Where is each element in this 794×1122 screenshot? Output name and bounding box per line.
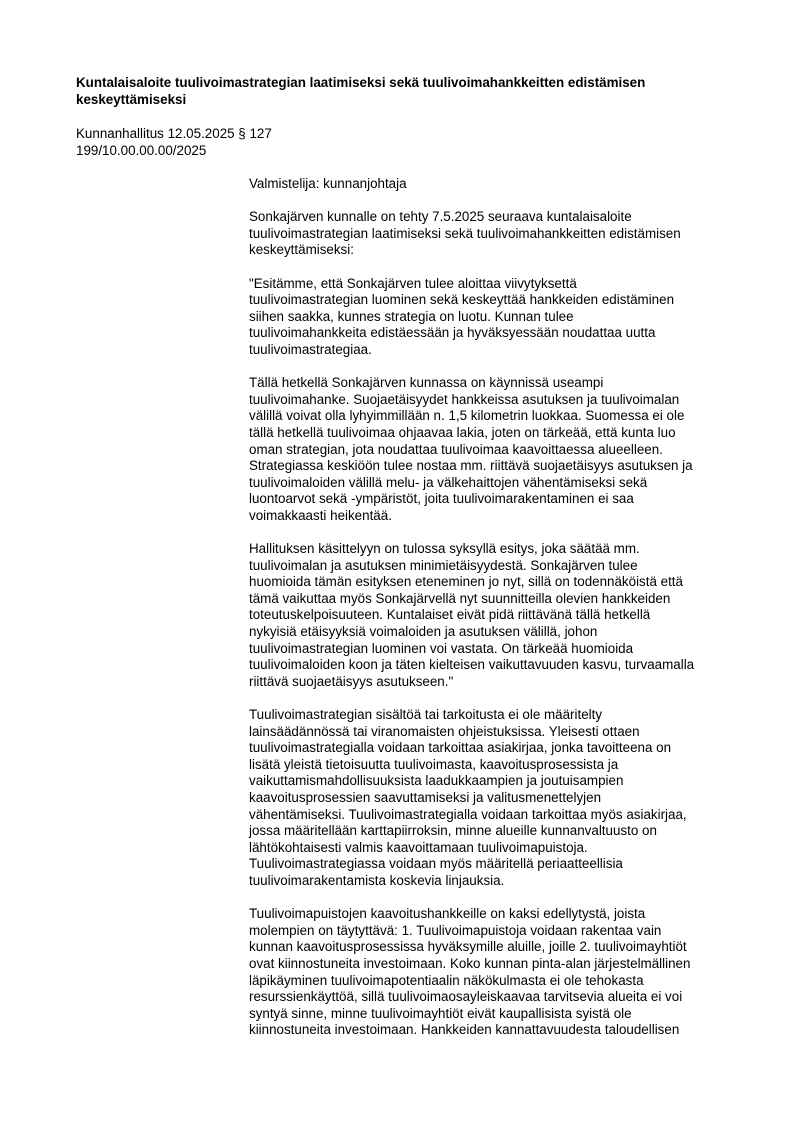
body-paragraph: Hallituksen käsittelyyn on tulossa syksyllä esitys, joka säätää mm. tuulivoimalan ja asutuksen minimietäisyydestä. Sonkajärven tulee huomioida tämän esityksen eteneminen jo nyt, sillä on todennäköistä että tämä vaikuttaa myös Sonkajärvellä nyt suunnitteilla olevien hankkeiden toteutuskelpoisuuteen. Kuntalaiset eivät pidä riittävänä tällä hetkellä nykyisiä etäisyyksiä voimaloiden ja asutuksen välillä, johon tuulivoimastrategian luominen voi vastata. On tärkeää huomioida tuulivoimaloiden koon ja täten kielteisen vaikuttavuuden kasvu, turvaamalla riittävä suojaetäisyys asutukseen."	[249, 541, 695, 689]
meeting-info	[76, 126, 476, 159]
body-paragraph: "Esitämme, että Sonkajärven tulee aloittaa viivytyksettä tuulivoimastrategian luominen sekä keskeyttää hankkeiden edistäminen siihen saakka, kunnes strategia on luotu. Kunnan tulee tuulivoimahankkeita edistäessään ja hyväksyessään noudattaa uutta tuulivoimastrategiaa.	[249, 275, 675, 357]
meeting-reference: Kunnanhallitus 12.05.2025 § 127	[76, 126, 272, 141]
record-number: 199/10.00.00.00/2025	[76, 142, 207, 158]
body-paragraph: Tällä hetkellä Sonkajärven kunnassa on käynnissä useampi tuulivoimahanke. Suojaetäisyydet hankkeissa asutuksen ja tuulivoimalan välillä voivat olla lyhyimmillään n. 1,5 kilometrin luokkaa. Suomessa ei ole tällä hetkellä tuulivoimaa ohjaavaa lakia, joten on tärkeää, että kunta luo oman strategian, jota noudattaa tuulivoimaa kaavoittaessa alueelleen. Strategiassa keskiöön tulee nostaa mm. riittävä suojaetäisyys asutuksen ja tuulivoimaloiden välillä melu- ja välkehaittojen vähentämiseksi sekä luontoarvot sekä -ympäristöt, joita tuulivoimarakentaminen ei saa voimakkaasti heikentää.	[249, 375, 693, 523]
document-body	[249, 176, 744, 1055]
body-paragraph: Tuulivoimapuistojen kaavoitushankkeille on kaksi edellytystä, joista molempien on täytyttävä: 1. Tuulivoimapuistoja voidaan rakentaa vain kunnan kaavoitusprosessissa hyväksymille aluille, joille 2. tuulivoimayhtiöt ovat kiinnostuneita investoimaan. Koko kunnan pinta-alan järjestelmällinen läpikäyminen tuulivoimapotentiaalin näkökulmasta ei ole tehokasta resurssienkäyttöä, sillä tuulivoimaosayleiskaavaa tarvitsevia alueita ei voi syntyä sinne, minne tuulivoimayhtiöt eivät kaupallisista syistä ole kiinnostuneita investoimaan. Hankkeiden kannattavuudesta taloudellisen	[249, 906, 691, 1038]
document-title: Kuntalaisaloite tuulivoimastrategian laatimiseksi sekä tuulivoimahankkeitten edistämisen keskeyttämiseksi	[76, 75, 646, 107]
body-paragraph: Sonkajärven kunnalle on tehty 7.5.2025 seuraava kuntalaisaloite tuulivoimastrategian laatimiseksi sekä tuulivoimahankkeitten edistämisen keskeyttämiseksi:	[249, 209, 681, 258]
body-paragraph: Tuulivoimastrategian sisältöä tai tarkoitusta ei ole määritelty lainsäädännössä tai viranomaisten ohjeistuksissa. Yleisesti ottaen tuulivoimastrategialla voidaan tarkoittaa asiakirjaa, jonka tavoitteena on lisätä yleistä tietoisuutta tuulivoimasta, kaavoitusprosessista ja vaikuttamismahdollisuuksista laadukkaampien ja joutuisampien kaavoitusprosessien saavuttamiseksi ja valitusmenettelyjen vähentämiseksi. Tuulivoimastrategialla voidaan tarkoittaa myös asiakirjaa, jossa määritellään karttapiirroksin, minne alueille kunnanvaltuusto on lähtökohtaisesti valmis kaavoittamaan tuulivoimapuistoja. Tuulivoimastrategiassa voidaan myös määritellä periaatteellisia tuulivoimarakentamista koskevia linjauksia.	[249, 707, 687, 888]
preparer-line: Valmistelija: kunnanjohtaja	[249, 176, 407, 191]
